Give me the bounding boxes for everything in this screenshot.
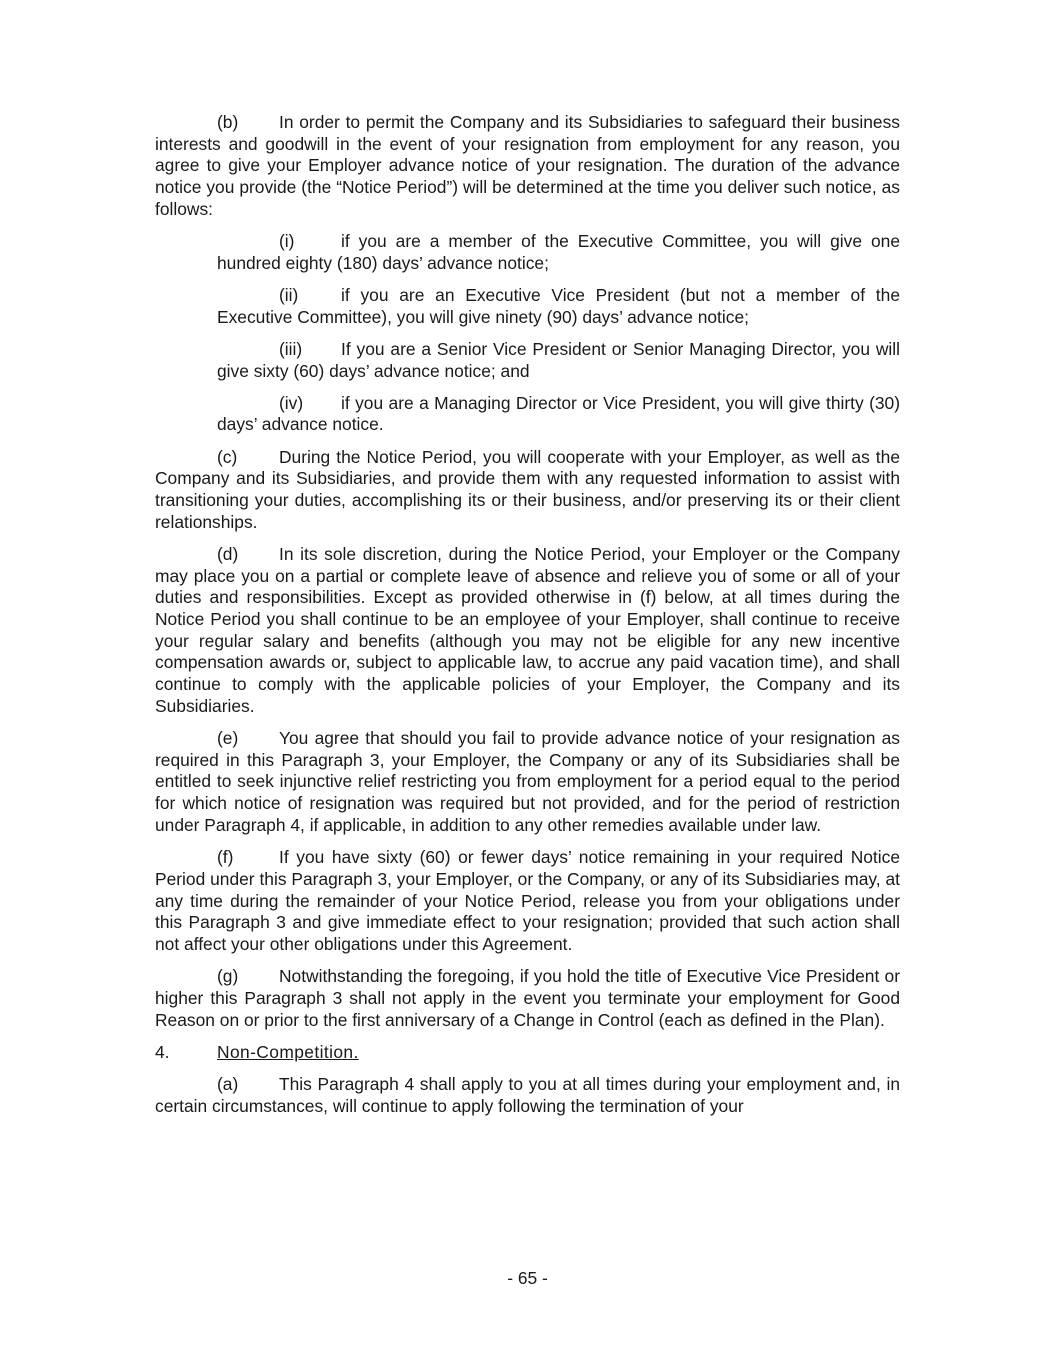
paragraph-e — [155, 728, 900, 837]
paragraph-4a — [155, 1074, 900, 1117]
paragraph-text: This Paragraph 4 shall apply to you at all times during your employment and, in certain circumstances, will continue to apply following the termination of your — [155, 1073, 900, 1116]
subparagraph-text: if you are a member of the Executive Committee, you will give one hundred eighty (180) days’ advance notice; — [217, 231, 900, 273]
page-number: - 65 - — [507, 1268, 548, 1288]
subparagraph-label: (ii) — [279, 284, 299, 305]
paragraph-d — [155, 544, 900, 718]
paragraph-text: You agree that should you fail to provide advance notice of your resignation as required in this Paragraph 3, your Employer, the Company or any of its Subsidiaries shall be entitled to seek injunctive relief restricting you from employment for a period equal to the period for which notice of resignation was required but not provided, and for the period of restriction under Paragraph 4, if applicable, in addition to any other remedies available under law. — [155, 728, 900, 835]
paragraph-text: If you have sixty (60) or fewer days’ notice remaining in your required Notice Period under this Paragraph 3, your Employer, or the Company, or any of its Subsidiaries may, at any time during the remainder of your Notice Period, release you from your obligations under this Paragraph 3 and give immediate effect to your resignation; provided that such action shall not affect your other obligations under this Agreement. — [155, 847, 900, 954]
paragraph-c — [155, 447, 900, 534]
section-heading-4 — [155, 1042, 900, 1064]
paragraph-label: (d) — [217, 543, 239, 564]
subparagraph-label: (i) — [279, 231, 295, 252]
section-title: Non-Competition. — [217, 1042, 359, 1063]
paragraph-b — [155, 112, 900, 221]
paragraph-label: (a) — [217, 1073, 239, 1094]
subparagraph-b-ii — [217, 285, 900, 328]
paragraph-label: (f) — [217, 847, 234, 868]
section-number: 4. — [155, 1042, 170, 1063]
document-page — [155, 112, 900, 1128]
subparagraph-b-iv — [217, 393, 900, 436]
subparagraph-label: (iii) — [279, 338, 303, 359]
subparagraph-b-iii — [217, 339, 900, 382]
subparagraph-label: (iv) — [279, 392, 304, 413]
paragraph-text: Notwithstanding the foregoing, if you hold the title of Executive Vice President or higher this Paragraph 3 shall not apply in the event you terminate your employment for Good Reason on or prior to the first anniversary of a Change in Control (each as defined in the Plan). — [155, 966, 900, 1030]
subparagraph-text: if you are an Executive Vice President (but not a member of the Executive Committee), you will give ninety (90) days’ advance notice; — [217, 284, 900, 327]
paragraph-label: (b) — [217, 112, 239, 132]
paragraph-g — [155, 966, 900, 1031]
paragraph-label: (e) — [217, 728, 239, 749]
subparagraph-text: if you are a Managing Director or Vice President, you will give thirty (30) days’ advance notice. — [217, 392, 900, 435]
paragraph-text: In its sole discretion, during the Notice Period, your Employer or the Company may place you on a partial or complete leave of absence and relieve you of some or all of your duties and responsibilities. Except as provided otherwise in (f) below, at all times during the Notice Period you shall continue to be an employee of your Employer, shall continue to receive your regular salary and benefits (although you may not be eligible for any new incentive compensation awards or, subject to applicable law, to accrue any paid vacation time), and shall continue to comply with the applicable policies of your Employer, the Company and its Subsidiaries. — [155, 543, 900, 716]
paragraph-f — [155, 847, 900, 956]
paragraph-label: (c) — [217, 446, 238, 467]
paragraph-label: (g) — [217, 966, 239, 987]
subparagraph-text: If you are a Senior Vice President or Senior Managing Director, you will give sixty (60) days’ advance notice; and — [217, 338, 900, 381]
subparagraph-b-i — [217, 231, 900, 274]
paragraph-text: During the Notice Period, you will cooperate with your Employer, as well as the Company and its Subsidiaries, and provide them with any requested information to assist with transitioning your duties, accomplishing its or their business, and/or preserving its or their client relationships. — [155, 446, 900, 532]
paragraph-text: In order to permit the Company and its Subsidiaries to safeguard their business interests and goodwill in the event of your resignation from employment for any reason, you agree to give your Employer advance notice of your resignation. The duration of the advance notice you provide (the “Notice Period”) will be determined at the time you deliver such notice, as follows: — [155, 112, 900, 219]
